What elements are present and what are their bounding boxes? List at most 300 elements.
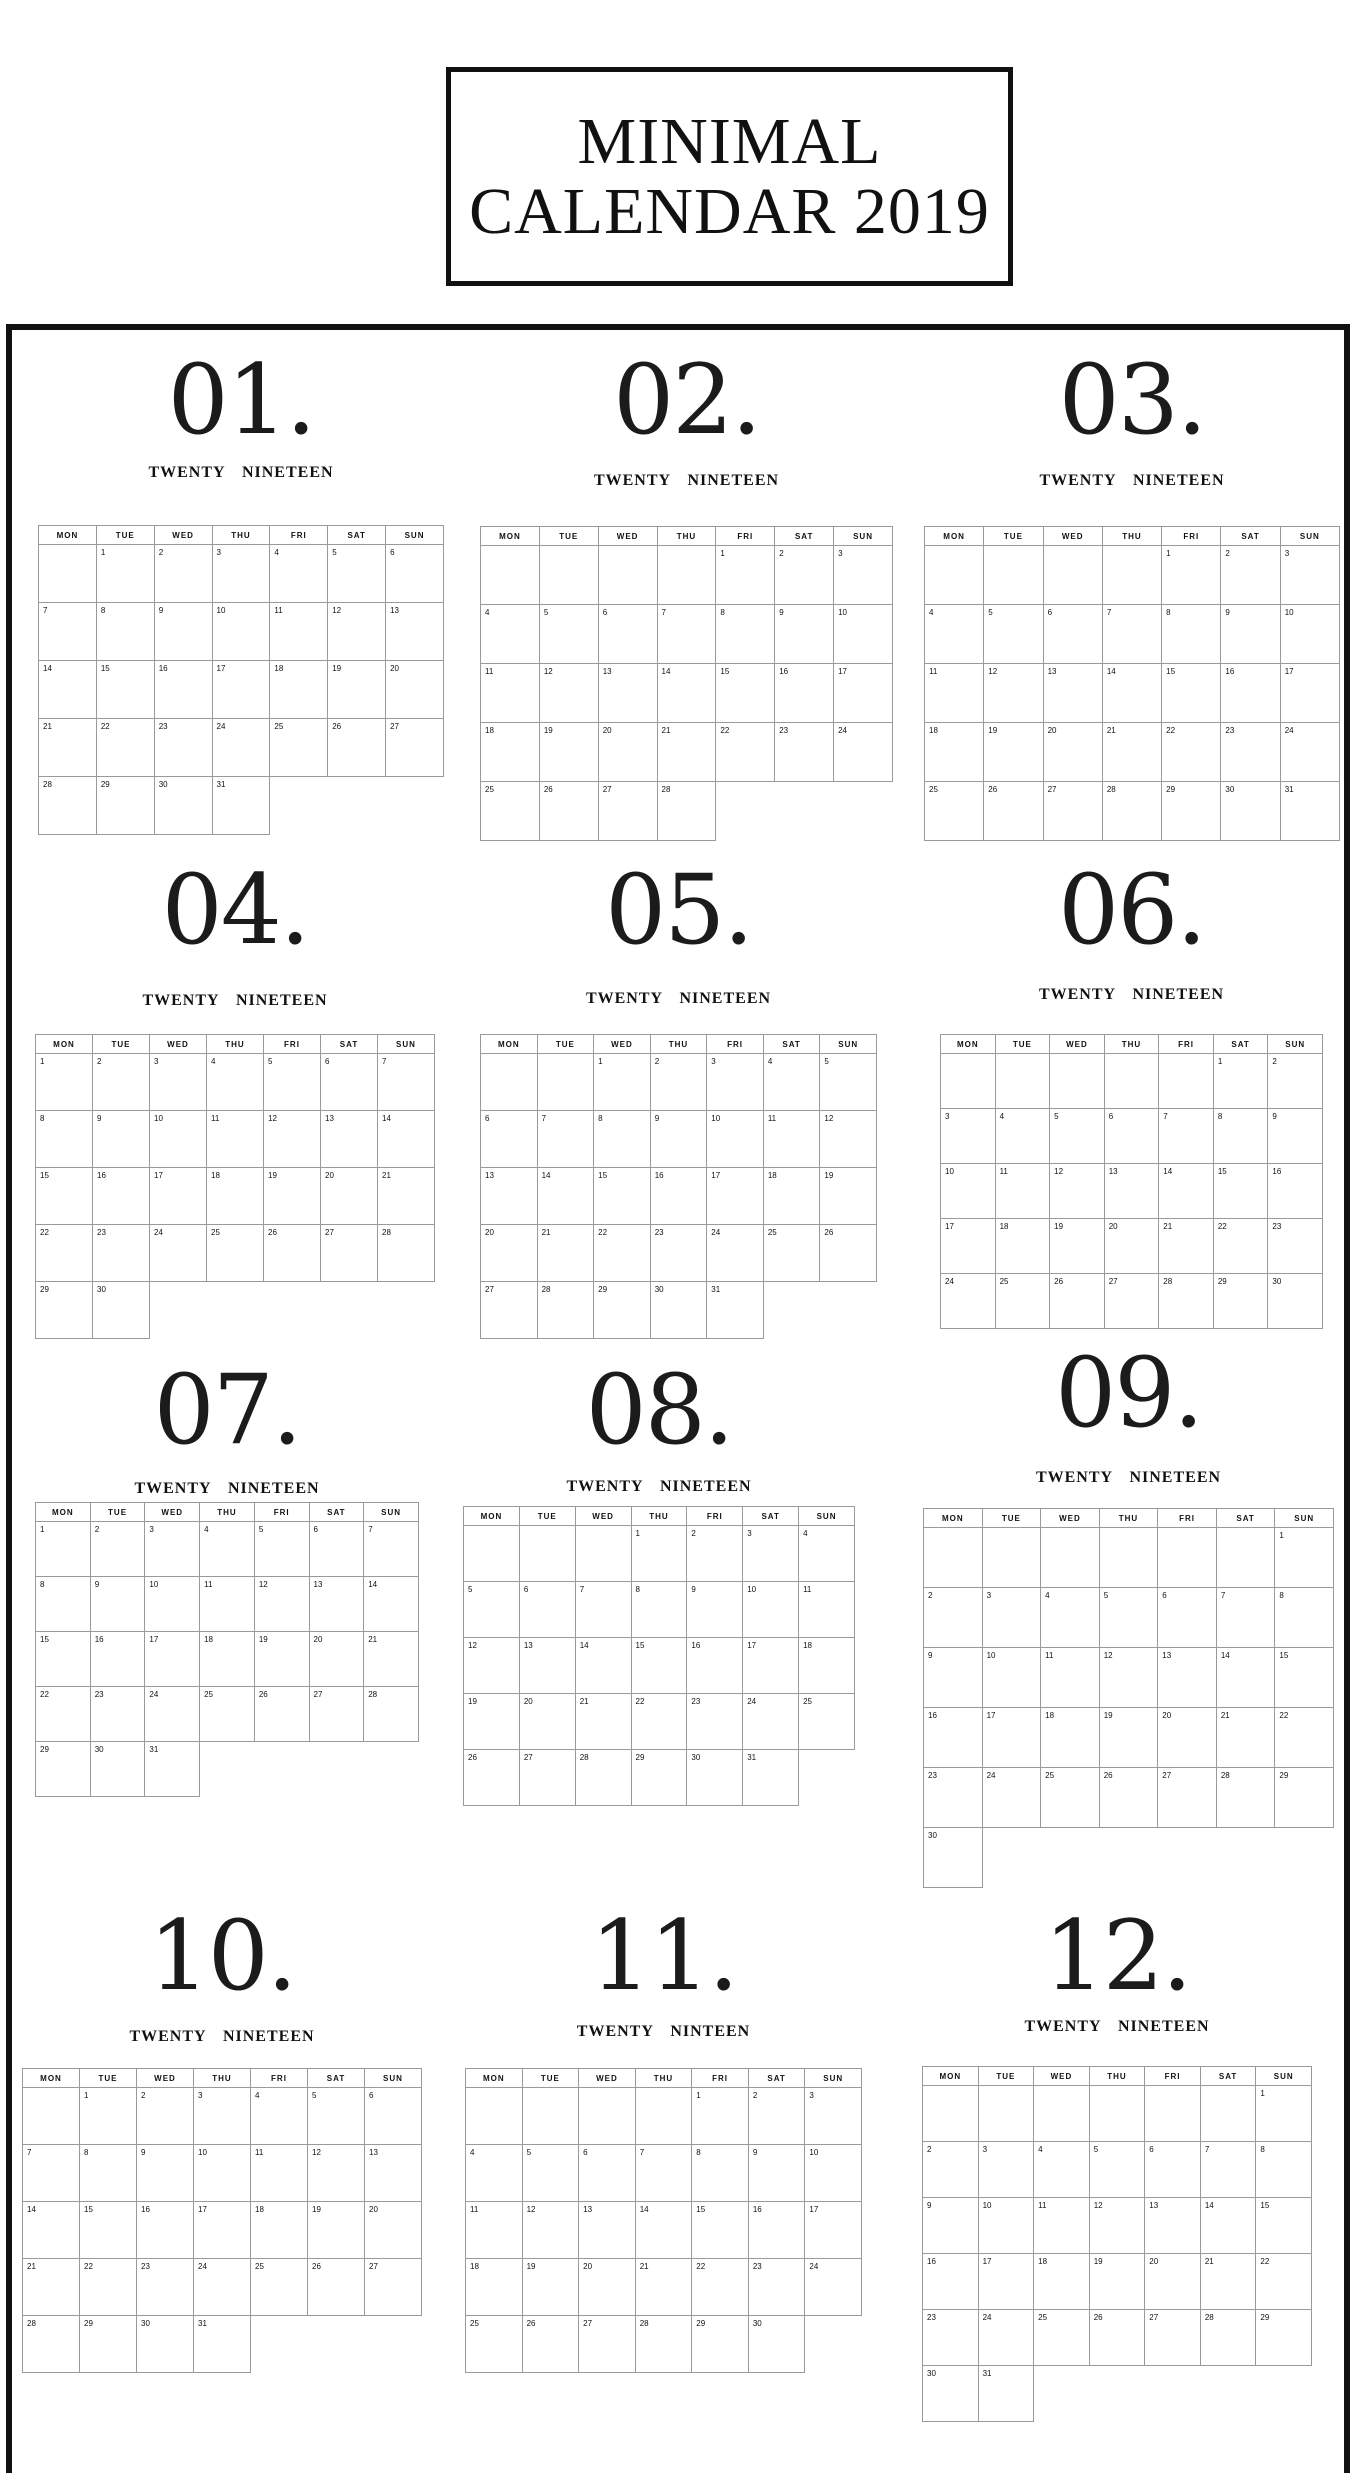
empty-day-cell xyxy=(923,2086,979,2142)
day-cell: 13 xyxy=(309,1577,364,1632)
day-cell: 12 xyxy=(264,1111,321,1168)
weekday-header: TUE xyxy=(982,1509,1041,1528)
weekday-header: FRI xyxy=(1158,1509,1217,1528)
day-cell: 9 xyxy=(154,603,212,661)
day-cell: 10 xyxy=(212,603,270,661)
day-cell: 13 xyxy=(1145,2198,1201,2254)
weekday-header: SAT xyxy=(748,2069,805,2088)
empty-day-cell xyxy=(1041,1528,1100,1588)
day-cell: 11 xyxy=(925,664,984,723)
month-subtitle: TWENTY NINETEEN xyxy=(585,990,772,1007)
day-cell: 16 xyxy=(775,664,834,723)
blank-cell xyxy=(1034,2366,1090,2422)
day-cell: 14 xyxy=(1159,1164,1214,1219)
week-row xyxy=(36,1687,419,1742)
week-row xyxy=(39,603,444,661)
day-cell: 18 xyxy=(200,1632,255,1687)
weekday-header: SUN xyxy=(834,527,893,546)
day-cell: 20 xyxy=(598,723,657,782)
weekday-header: WED xyxy=(137,2069,194,2088)
week-row xyxy=(923,2198,1312,2254)
day-cell: 17 xyxy=(150,1168,207,1225)
empty-day-cell xyxy=(481,1054,538,1111)
week-row xyxy=(941,1109,1323,1164)
day-cell: 28 xyxy=(23,2316,80,2373)
day-cell: 16 xyxy=(1268,1164,1323,1219)
day-cell: 1 xyxy=(631,1526,687,1582)
day-cell: 7 xyxy=(364,1522,419,1577)
month-number: 08. xyxy=(585,1354,733,1466)
title-line-1: MINIMAL xyxy=(577,105,882,179)
day-cell: 4 xyxy=(763,1054,820,1111)
day-cell: 1 xyxy=(96,545,154,603)
day-cell: 26 xyxy=(1089,2310,1145,2366)
blank-cell xyxy=(364,1742,419,1797)
day-cell: 23 xyxy=(923,2310,979,2366)
month-subtitle: TWENTY NINETEEN xyxy=(129,2028,315,2045)
week-row xyxy=(466,2259,862,2316)
day-cell: 12 xyxy=(308,2145,365,2202)
day-cell: 15 xyxy=(1256,2198,1312,2254)
day-cell: 25 xyxy=(251,2259,308,2316)
weekday-header: THU xyxy=(1089,2067,1145,2086)
day-cell: 29 xyxy=(1275,1768,1334,1828)
day-cell: 15 xyxy=(716,664,775,723)
weekday-header: MON xyxy=(39,526,97,545)
day-cell: 6 xyxy=(519,1582,575,1638)
week-row xyxy=(925,546,1340,605)
day-cell: 18 xyxy=(481,723,540,782)
day-cell: 20 xyxy=(386,661,444,719)
day-cell: 7 xyxy=(1102,605,1161,664)
week-row xyxy=(39,719,444,777)
day-cell: 17 xyxy=(941,1219,996,1274)
day-cell: 1 xyxy=(594,1054,651,1111)
weekday-header: FRI xyxy=(254,1503,309,1522)
day-cell: 5 xyxy=(1050,1109,1105,1164)
month-subtitle: TWENTY NINETEEN xyxy=(1024,2018,1210,2035)
day-cell: 5 xyxy=(328,545,386,603)
weekday-header: TUE xyxy=(93,1035,150,1054)
day-cell: 19 xyxy=(820,1168,877,1225)
month-grid xyxy=(38,525,444,835)
day-cell: 7 xyxy=(635,2145,692,2202)
empty-day-cell xyxy=(1158,1528,1217,1588)
day-cell: 30 xyxy=(1268,1274,1323,1329)
day-cell: 25 xyxy=(763,1225,820,1282)
month-number: 05. xyxy=(605,854,752,966)
day-cell: 5 xyxy=(1099,1588,1158,1648)
month-subtitle: TWENTY NINETEEN xyxy=(1039,472,1225,489)
day-cell: 24 xyxy=(743,1694,799,1750)
day-cell: 24 xyxy=(834,723,893,782)
day-cell: 10 xyxy=(145,1577,200,1632)
day-cell: 23 xyxy=(1268,1219,1323,1274)
day-cell: 17 xyxy=(212,661,270,719)
weekday-header: SUN xyxy=(364,1503,419,1522)
day-cell: 20 xyxy=(365,2202,422,2259)
weekday-header: SAT xyxy=(328,526,386,545)
blank-cell xyxy=(805,2316,862,2373)
day-cell: 22 xyxy=(631,1694,687,1750)
empty-day-cell xyxy=(1050,1054,1105,1109)
day-cell: 30 xyxy=(154,777,212,835)
weekday-header: SUN xyxy=(1280,527,1339,546)
day-cell: 15 xyxy=(1275,1648,1334,1708)
day-cell: 8 xyxy=(594,1111,651,1168)
day-cell: 15 xyxy=(36,1632,91,1687)
day-cell: 17 xyxy=(145,1632,200,1687)
day-cell: 28 xyxy=(1216,1768,1275,1828)
blank-cell xyxy=(321,1282,378,1339)
empty-day-cell xyxy=(978,2086,1034,2142)
empty-day-cell xyxy=(1034,2086,1090,2142)
weekday-header: SAT xyxy=(775,527,834,546)
week-row xyxy=(36,1742,419,1797)
day-cell: 14 xyxy=(378,1111,435,1168)
day-cell: 14 xyxy=(23,2202,80,2259)
day-cell: 3 xyxy=(194,2088,251,2145)
day-cell: 25 xyxy=(995,1274,1050,1329)
day-cell: 22 xyxy=(1256,2254,1312,2310)
day-cell: 16 xyxy=(923,2254,979,2310)
day-cell: 1 xyxy=(80,2088,137,2145)
day-cell: 21 xyxy=(537,1225,594,1282)
weekday-header: FRI xyxy=(1162,527,1221,546)
day-cell: 13 xyxy=(321,1111,378,1168)
weekday-header: THU xyxy=(212,526,270,545)
day-cell: 4 xyxy=(995,1109,1050,1164)
day-cell: 16 xyxy=(650,1168,707,1225)
day-cell: 14 xyxy=(39,661,97,719)
day-cell: 7 xyxy=(23,2145,80,2202)
day-cell: 13 xyxy=(519,1638,575,1694)
day-cell: 9 xyxy=(924,1648,983,1708)
weekday-header: SAT xyxy=(309,1503,364,1522)
day-cell: 3 xyxy=(982,1588,1041,1648)
day-cell: 3 xyxy=(805,2088,862,2145)
day-cell: 16 xyxy=(687,1638,743,1694)
month-subtitle: TWENTY NINETEEN xyxy=(142,992,328,1009)
day-cell: 6 xyxy=(1145,2142,1201,2198)
month-grid xyxy=(465,2068,862,2373)
day-cell: 17 xyxy=(194,2202,251,2259)
week-row xyxy=(36,1225,435,1282)
day-cell: 8 xyxy=(36,1577,91,1632)
day-cell: 2 xyxy=(650,1054,707,1111)
week-row xyxy=(466,2145,862,2202)
day-cell: 16 xyxy=(137,2202,194,2259)
day-cell: 15 xyxy=(692,2202,749,2259)
day-cell: 27 xyxy=(598,782,657,841)
day-cell: 3 xyxy=(1280,546,1339,605)
day-cell: 27 xyxy=(365,2259,422,2316)
weekday-header: THU xyxy=(657,527,716,546)
day-cell: 24 xyxy=(1280,723,1339,782)
blank-cell xyxy=(1041,1828,1100,1888)
weekday-header: TUE xyxy=(522,2069,579,2088)
week-row xyxy=(925,605,1340,664)
day-cell: 6 xyxy=(386,545,444,603)
day-cell: 29 xyxy=(36,1282,93,1339)
day-cell: 5 xyxy=(308,2088,365,2145)
day-cell: 12 xyxy=(820,1111,877,1168)
day-cell: 8 xyxy=(1213,1109,1268,1164)
blank-cell xyxy=(308,2316,365,2373)
week-row xyxy=(39,545,444,603)
month-number: 01. xyxy=(167,344,315,456)
day-cell: 25 xyxy=(481,782,540,841)
weekday-header: TUE xyxy=(539,527,598,546)
day-cell: 18 xyxy=(207,1168,264,1225)
day-cell: 3 xyxy=(941,1109,996,1164)
weekday-header: MON xyxy=(924,1509,983,1528)
weekday-header: MON xyxy=(925,527,984,546)
day-cell: 11 xyxy=(466,2202,523,2259)
day-cell: 30 xyxy=(1221,782,1280,841)
month-grid xyxy=(924,526,1340,841)
day-cell: 18 xyxy=(995,1219,1050,1274)
day-cell: 8 xyxy=(692,2145,749,2202)
month-number: 02. xyxy=(613,344,760,456)
week-row xyxy=(924,1588,1334,1648)
day-cell: 18 xyxy=(799,1638,855,1694)
blank-cell xyxy=(834,782,893,841)
day-cell: 29 xyxy=(594,1282,651,1339)
day-cell: 25 xyxy=(1034,2310,1090,2366)
day-cell: 26 xyxy=(254,1687,309,1742)
blank-cell xyxy=(1145,2366,1201,2422)
weekday-header: WED xyxy=(154,526,212,545)
day-cell: 17 xyxy=(834,664,893,723)
day-cell: 10 xyxy=(982,1648,1041,1708)
month-grid xyxy=(922,2066,1312,2422)
month-number: 09. xyxy=(1055,1337,1202,1449)
weekday-header: FRI xyxy=(716,527,775,546)
day-cell: 1 xyxy=(692,2088,749,2145)
day-cell: 17 xyxy=(1280,664,1339,723)
empty-day-cell xyxy=(941,1054,996,1109)
week-row xyxy=(464,1526,855,1582)
empty-day-cell xyxy=(522,2088,579,2145)
blank-cell xyxy=(1158,1828,1217,1888)
day-cell: 24 xyxy=(150,1225,207,1282)
day-cell: 1 xyxy=(36,1054,93,1111)
weekday-header: SUN xyxy=(1256,2067,1312,2086)
day-cell: 12 xyxy=(522,2202,579,2259)
day-cell: 13 xyxy=(365,2145,422,2202)
blank-cell xyxy=(150,1282,207,1339)
day-cell: 25 xyxy=(466,2316,523,2373)
weekday-header: THU xyxy=(631,1507,687,1526)
week-row xyxy=(464,1638,855,1694)
week-row xyxy=(923,2366,1312,2422)
week-row xyxy=(36,1282,435,1339)
day-cell: 27 xyxy=(321,1225,378,1282)
weekday-header: SAT xyxy=(1200,2067,1256,2086)
day-cell: 12 xyxy=(1050,1164,1105,1219)
weekday-header: FRI xyxy=(1159,1035,1214,1054)
day-cell: 25 xyxy=(207,1225,264,1282)
weekday-header: WED xyxy=(1043,527,1102,546)
day-cell: 16 xyxy=(90,1632,145,1687)
day-cell: 30 xyxy=(748,2316,805,2373)
week-row xyxy=(481,605,893,664)
day-cell: 12 xyxy=(1089,2198,1145,2254)
day-cell: 15 xyxy=(96,661,154,719)
day-cell: 28 xyxy=(1159,1274,1214,1329)
empty-day-cell xyxy=(464,1526,520,1582)
month-grid xyxy=(480,526,893,841)
weekday-header: WED xyxy=(150,1035,207,1054)
day-cell: 27 xyxy=(1104,1274,1159,1329)
day-cell: 21 xyxy=(575,1694,631,1750)
day-cell: 13 xyxy=(579,2202,636,2259)
day-cell: 23 xyxy=(154,719,212,777)
day-cell: 20 xyxy=(481,1225,538,1282)
day-cell: 5 xyxy=(264,1054,321,1111)
day-cell: 2 xyxy=(137,2088,194,2145)
month-grid xyxy=(35,1502,419,1797)
day-cell: 18 xyxy=(763,1168,820,1225)
month-number: 07. xyxy=(153,1354,301,1466)
weekday-header: THU xyxy=(1099,1509,1158,1528)
month-subtitle: TWENTY NINETEEN xyxy=(148,464,334,481)
weekday-header: THU xyxy=(194,2069,251,2088)
weekday-header: WED xyxy=(1041,1509,1100,1528)
week-row xyxy=(23,2202,422,2259)
day-cell: 10 xyxy=(707,1111,764,1168)
day-cell: 26 xyxy=(984,782,1043,841)
day-cell: 15 xyxy=(1162,664,1221,723)
weekday-header: SUN xyxy=(1268,1035,1323,1054)
day-cell: 12 xyxy=(539,664,598,723)
day-cell: 24 xyxy=(982,1768,1041,1828)
day-cell: 11 xyxy=(200,1577,255,1632)
day-cell: 27 xyxy=(309,1687,364,1742)
day-cell: 20 xyxy=(519,1694,575,1750)
blank-cell xyxy=(1275,1828,1334,1888)
week-row xyxy=(23,2316,422,2373)
week-row xyxy=(464,1582,855,1638)
empty-day-cell xyxy=(575,1526,631,1582)
month-subtitle: TWENTY NINETEEN xyxy=(1038,986,1225,1003)
day-cell: 15 xyxy=(631,1638,687,1694)
weekday-header: TUE xyxy=(995,1035,1050,1054)
day-cell: 23 xyxy=(650,1225,707,1282)
blank-cell xyxy=(264,1282,321,1339)
day-cell: 23 xyxy=(137,2259,194,2316)
blank-cell xyxy=(1256,2366,1312,2422)
blank-cell xyxy=(716,782,775,841)
day-cell: 28 xyxy=(378,1225,435,1282)
day-cell: 7 xyxy=(1216,1588,1275,1648)
day-cell: 22 xyxy=(1275,1708,1334,1768)
blank-cell xyxy=(1216,1828,1275,1888)
day-cell: 17 xyxy=(982,1708,1041,1768)
day-cell: 20 xyxy=(321,1168,378,1225)
day-cell: 5 xyxy=(984,605,1043,664)
blank-cell xyxy=(378,1282,435,1339)
day-cell: 6 xyxy=(598,605,657,664)
day-cell: 29 xyxy=(80,2316,137,2373)
blank-cell xyxy=(763,1282,820,1339)
day-cell: 9 xyxy=(687,1582,743,1638)
day-cell: 21 xyxy=(23,2259,80,2316)
weekday-header: WED xyxy=(1050,1035,1105,1054)
day-cell: 31 xyxy=(194,2316,251,2373)
day-cell: 6 xyxy=(1158,1588,1217,1648)
blank-cell xyxy=(328,777,386,835)
day-cell: 22 xyxy=(80,2259,137,2316)
weekday-header: SAT xyxy=(1221,527,1280,546)
week-row xyxy=(924,1708,1334,1768)
day-cell: 26 xyxy=(820,1225,877,1282)
empty-day-cell xyxy=(1200,2086,1256,2142)
weekday-header: WED xyxy=(579,2069,636,2088)
day-cell: 3 xyxy=(212,545,270,603)
day-cell: 11 xyxy=(763,1111,820,1168)
blank-cell xyxy=(1089,2366,1145,2422)
day-cell: 27 xyxy=(579,2316,636,2373)
week-row xyxy=(36,1577,419,1632)
day-cell: 28 xyxy=(537,1282,594,1339)
empty-day-cell xyxy=(657,546,716,605)
month-subtitle: TWENTY NINETEEN xyxy=(134,1480,320,1497)
blank-cell xyxy=(365,2316,422,2373)
day-cell: 31 xyxy=(978,2366,1034,2422)
day-cell: 21 xyxy=(1200,2254,1256,2310)
empty-day-cell xyxy=(925,546,984,605)
weekday-header: FRI xyxy=(692,2069,749,2088)
day-cell: 8 xyxy=(716,605,775,664)
empty-day-cell xyxy=(579,2088,636,2145)
day-cell: 3 xyxy=(145,1522,200,1577)
day-cell: 10 xyxy=(194,2145,251,2202)
day-cell: 21 xyxy=(1102,723,1161,782)
day-cell: 20 xyxy=(1158,1708,1217,1768)
weekday-header: MON xyxy=(923,2067,979,2086)
empty-day-cell xyxy=(466,2088,523,2145)
day-cell: 19 xyxy=(984,723,1043,782)
day-cell: 22 xyxy=(692,2259,749,2316)
day-cell: 26 xyxy=(1099,1768,1158,1828)
month-subtitle: TWENTY NINETEEN xyxy=(593,472,780,489)
day-cell: 19 xyxy=(1050,1219,1105,1274)
day-cell: 19 xyxy=(1089,2254,1145,2310)
day-cell: 4 xyxy=(466,2145,523,2202)
day-cell: 4 xyxy=(481,605,540,664)
week-row xyxy=(941,1164,1323,1219)
week-row xyxy=(36,1632,419,1687)
weekday-header: MON xyxy=(23,2069,80,2088)
empty-day-cell xyxy=(635,2088,692,2145)
day-cell: 10 xyxy=(978,2198,1034,2254)
day-cell: 7 xyxy=(575,1582,631,1638)
day-cell: 4 xyxy=(925,605,984,664)
weekday-header: WED xyxy=(594,1035,651,1054)
day-cell: 14 xyxy=(537,1168,594,1225)
day-cell: 8 xyxy=(1256,2142,1312,2198)
empty-day-cell xyxy=(519,1526,575,1582)
day-cell: 23 xyxy=(93,1225,150,1282)
day-cell: 6 xyxy=(1104,1109,1159,1164)
weekday-header: SAT xyxy=(743,1507,799,1526)
day-cell: 25 xyxy=(270,719,328,777)
day-cell: 13 xyxy=(1158,1648,1217,1708)
week-row xyxy=(925,664,1340,723)
week-row xyxy=(923,2254,1312,2310)
